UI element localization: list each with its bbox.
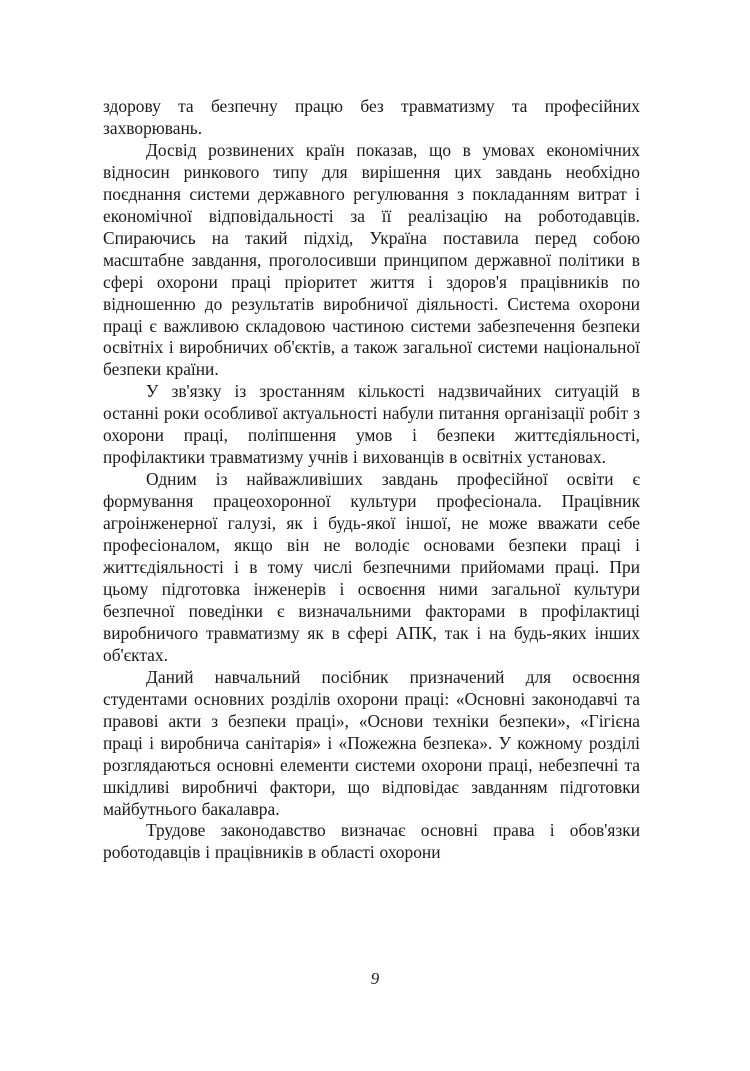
page-number: 9 xyxy=(370,969,380,988)
body-text xyxy=(103,96,640,864)
paragraph: Трудове законодавство визначає основні права і обов'язки роботодавців і працівників в області охорони xyxy=(103,820,640,863)
paragraph: Даний навчальний посібник призначений для освоєння студентами основних розділів охорони праці: «Основні законодавчі та правові акти з безпеки праці», «Основи техніки безпеки», «Гігієна праці і виробнича санітарія» і «Пожежна безпека». У кожному розділі розглядаються основні елементи системи охорони праці, небезпечні та шкідливі виробничі фактори, що відповідає завданням підготовки майбутнього бакалавра. xyxy=(103,666,640,819)
paragraph-continuation: здорову та безпечну працю без травматизму та професійних захворювань. xyxy=(103,96,640,138)
paragraph: У зв'язку із зростанням кількості надзвичайних ситуацій в останні роки особливої актуальності набули питання організації робіт з охорони праці, поліпшення умов і безпеки життєдіяльності, профілактики травматизму учнів і вихованців в освітніх установах. xyxy=(103,381,640,468)
paragraph: Досвід розвинених країн показав, що в умовах економічних відносин ринкового типу для вирішення цих завдань необхідно поєднання системи державного регулювання з покладанням витрат і економічної відповідальності за її реалізацію на роботодавців. Спираючись на такий підхід, Україна поставила перед собою масштабне завдання, проголосивши принципом державної політики в сфері охорони праці пріоритет життя і здоров'я працівників по відношенню до результатів виробничої діяльності. Система охорони праці є важливою складовою частиною системи забезпечення безпеки освітніх і виробничих об'єктів, а також загальної системи національної безпеки країни. xyxy=(103,139,640,380)
paragraph: Одним із найважливіших завдань професійної освіти є формування працеохоронної культури професіонала. Працівник агроінженерної галузі, як і будь-якої іншої, не може вважати себе професіоналом, якщо він не володіє основами безпеки праці і життєдіяльності і в тому числі безпечними прийомами праці. При цьому підготовка інженерів і освоєння ними загальної культури безпечної поведінки є визначальними факторами в профілактиці виробничого травматизму як в сфері АПК, так і на будь-яких інших об'єктах. xyxy=(103,469,640,665)
